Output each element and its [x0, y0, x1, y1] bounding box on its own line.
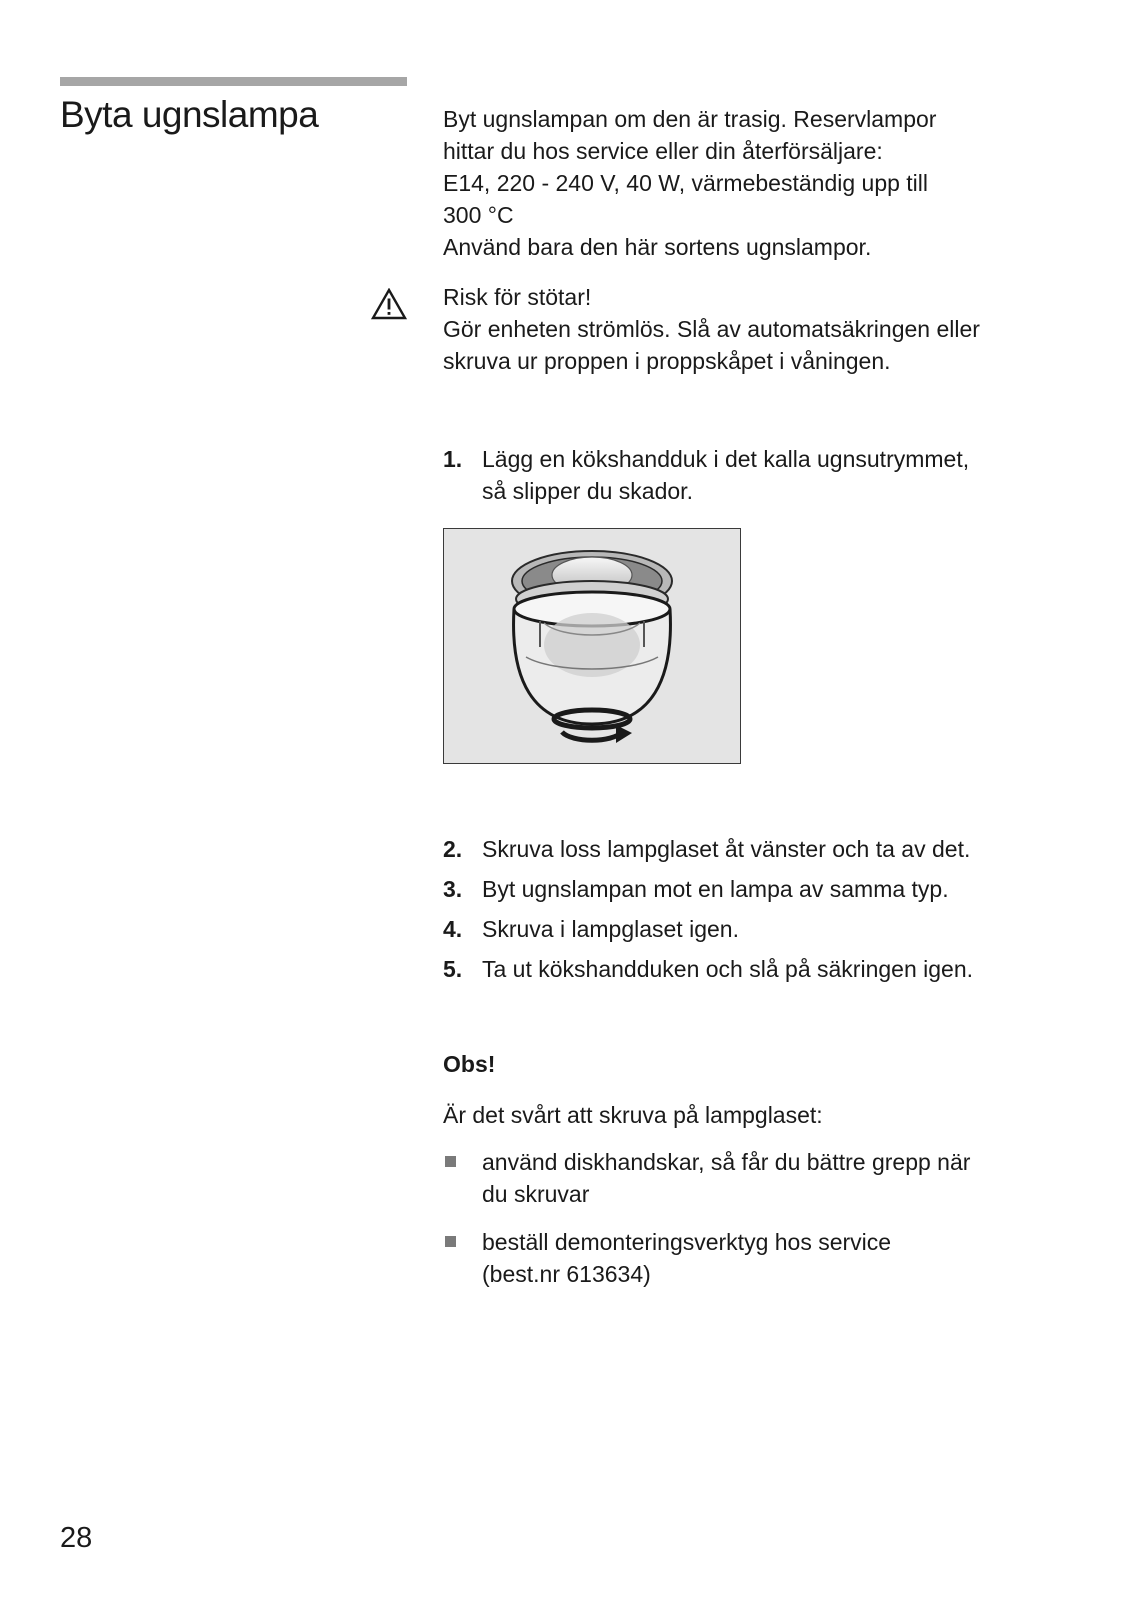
step-item: [443, 833, 1073, 865]
bullet-line: beställ demonteringsverktyg hos service: [482, 1229, 892, 1255]
intro-line: hittar du hos service eller din återförsäljare:: [443, 138, 883, 164]
step-item: [443, 953, 1073, 985]
lamp-illustration: [443, 528, 741, 764]
page-title: Byta ugnslampa: [60, 94, 319, 135]
intro-line: Byt ugnslampan om den är trasig. Reservlampor: [443, 106, 937, 132]
step-number: 2.: [443, 836, 463, 862]
step-item: [443, 443, 1073, 507]
warning-triangle-icon: [371, 288, 407, 320]
warning-line: Gör enheten strömlös. Slå av automatsäkringen eller: [443, 316, 980, 342]
list-item: [443, 1226, 1073, 1290]
step-list-first: [443, 443, 1073, 507]
intro-line: Använd bara den här sortens ugnslampor.: [443, 234, 872, 260]
note-title: Obs!: [443, 1051, 496, 1077]
warning-text: [443, 281, 1063, 377]
step-number: 1.: [443, 446, 463, 472]
step-number: 3.: [443, 876, 463, 902]
step-number: 4.: [443, 916, 463, 942]
intro-text: [443, 103, 1063, 263]
step-item: [443, 913, 1073, 945]
step-line: så slipper du skador.: [482, 478, 693, 504]
step-number: 5.: [443, 956, 463, 982]
step-item: [443, 873, 1073, 905]
bullet-line: du skruvar: [482, 1181, 590, 1207]
bullet-line: använd diskhandskar, så får du bättre grepp när: [482, 1149, 971, 1175]
step-text: Ta ut kökshandduken och slå på säkringen igen.: [482, 956, 973, 982]
title-rule: [60, 77, 407, 86]
bullet-square-icon: [445, 1236, 456, 1247]
note-text: Är det svårt att skruva på lampglaset:: [443, 1102, 823, 1128]
bullet-square-icon: [445, 1156, 456, 1167]
bullet-line: (best.nr 613634): [482, 1261, 651, 1287]
intro-line: E14, 220 - 240 V, 40 W, värmebeständig upp till: [443, 170, 929, 196]
step-line: Lägg en kökshandduk i det kalla ugnsutrymmet,: [482, 446, 970, 472]
step-list-rest: [443, 833, 1073, 993]
list-item: [443, 1146, 1073, 1210]
step-text: Skruva i lampglaset igen.: [482, 916, 739, 942]
intro-line: 300 °C: [443, 202, 514, 228]
warning-line: skruva ur proppen i proppskåpet i våningen.: [443, 348, 891, 374]
step-text: Byt ugnslampan mot en lampa av samma typ.: [482, 876, 949, 902]
step-text: Skruva loss lampglaset åt vänster och ta av det.: [482, 836, 971, 862]
page-number: 28: [60, 1522, 93, 1554]
oven-lamp-cover-illustration: [444, 529, 739, 762]
warning-heading: Risk för stötar!: [443, 284, 592, 310]
note-bullet-list: [443, 1146, 1073, 1306]
